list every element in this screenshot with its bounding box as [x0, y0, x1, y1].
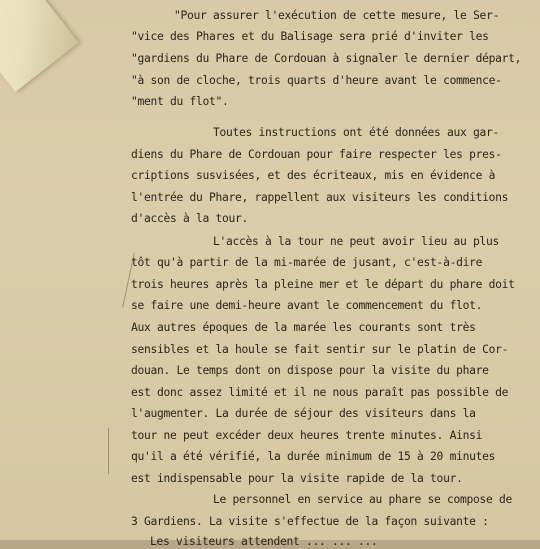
text-line: "vice des Phares et du Balisage sera prié d'inviter les — [131, 30, 489, 43]
text-line: Les visiteurs attendent ... ... ... — [150, 535, 378, 548]
text-line: l'augmenter. La durée de séjour des visiteurs dans la — [131, 407, 476, 420]
text-line: sensibles et la houle se fait sentir sur le platin de Cor- — [131, 343, 509, 356]
text-line: "gardiens du Phare de Cordouan à signaler le dernier départ, — [131, 52, 522, 65]
text-line: qu'il a été vérifié, la durée minimum de 15 à 20 minutes — [131, 450, 496, 463]
text-line: est indispensable pour la visite rapide de la tour. — [131, 472, 463, 485]
text-line: tour ne peut excéder deux heures trente minutes. Ainsi — [131, 429, 483, 442]
text-line: douan. Le temps dont on dispose pour la visite du phare — [131, 364, 489, 377]
text-line: criptions susvisées, et des écriteaux, mis en évidence à — [131, 169, 496, 182]
text-line: L'accès à la tour ne peut avoir lieu au plus — [213, 235, 500, 248]
text-line: 3 Gardiens. La visite s'effectue de la façon suivante : — [131, 515, 489, 528]
text-line: est donc assez limité et il ne nous paraît pas possible de — [131, 386, 509, 399]
text-line: Le personnel en service au phare se compose de — [213, 493, 513, 506]
text-line: Toutes instructions ont été données aux gar- — [213, 126, 500, 139]
text-line: trois heures après la pleine mer et le départ du phare doit — [131, 278, 515, 291]
text-line: Aux autres époques de la marée les courants sont très — [131, 321, 476, 334]
text-line: diens du Phare de Cordouan pour faire respecter les pres- — [131, 148, 502, 161]
text-line: "Pour assurer l'exécution de cette mesure, le Ser- — [174, 9, 500, 22]
text-line: "ment du flot". — [131, 95, 229, 108]
text-line: l'entrée du Phare, rappellent aux visiteurs les conditions — [131, 191, 509, 204]
text-line: "à son de cloche, trois quarts d'heure avant le commence- — [131, 74, 502, 87]
text-line: tôt qu'à partir de la mi-marée de jusant, c'est-à-dire — [131, 256, 483, 269]
text-line: d'accès à la tour. — [131, 212, 249, 225]
text-line: se faire une demi-heure avant le commencement du flot. — [131, 299, 483, 312]
